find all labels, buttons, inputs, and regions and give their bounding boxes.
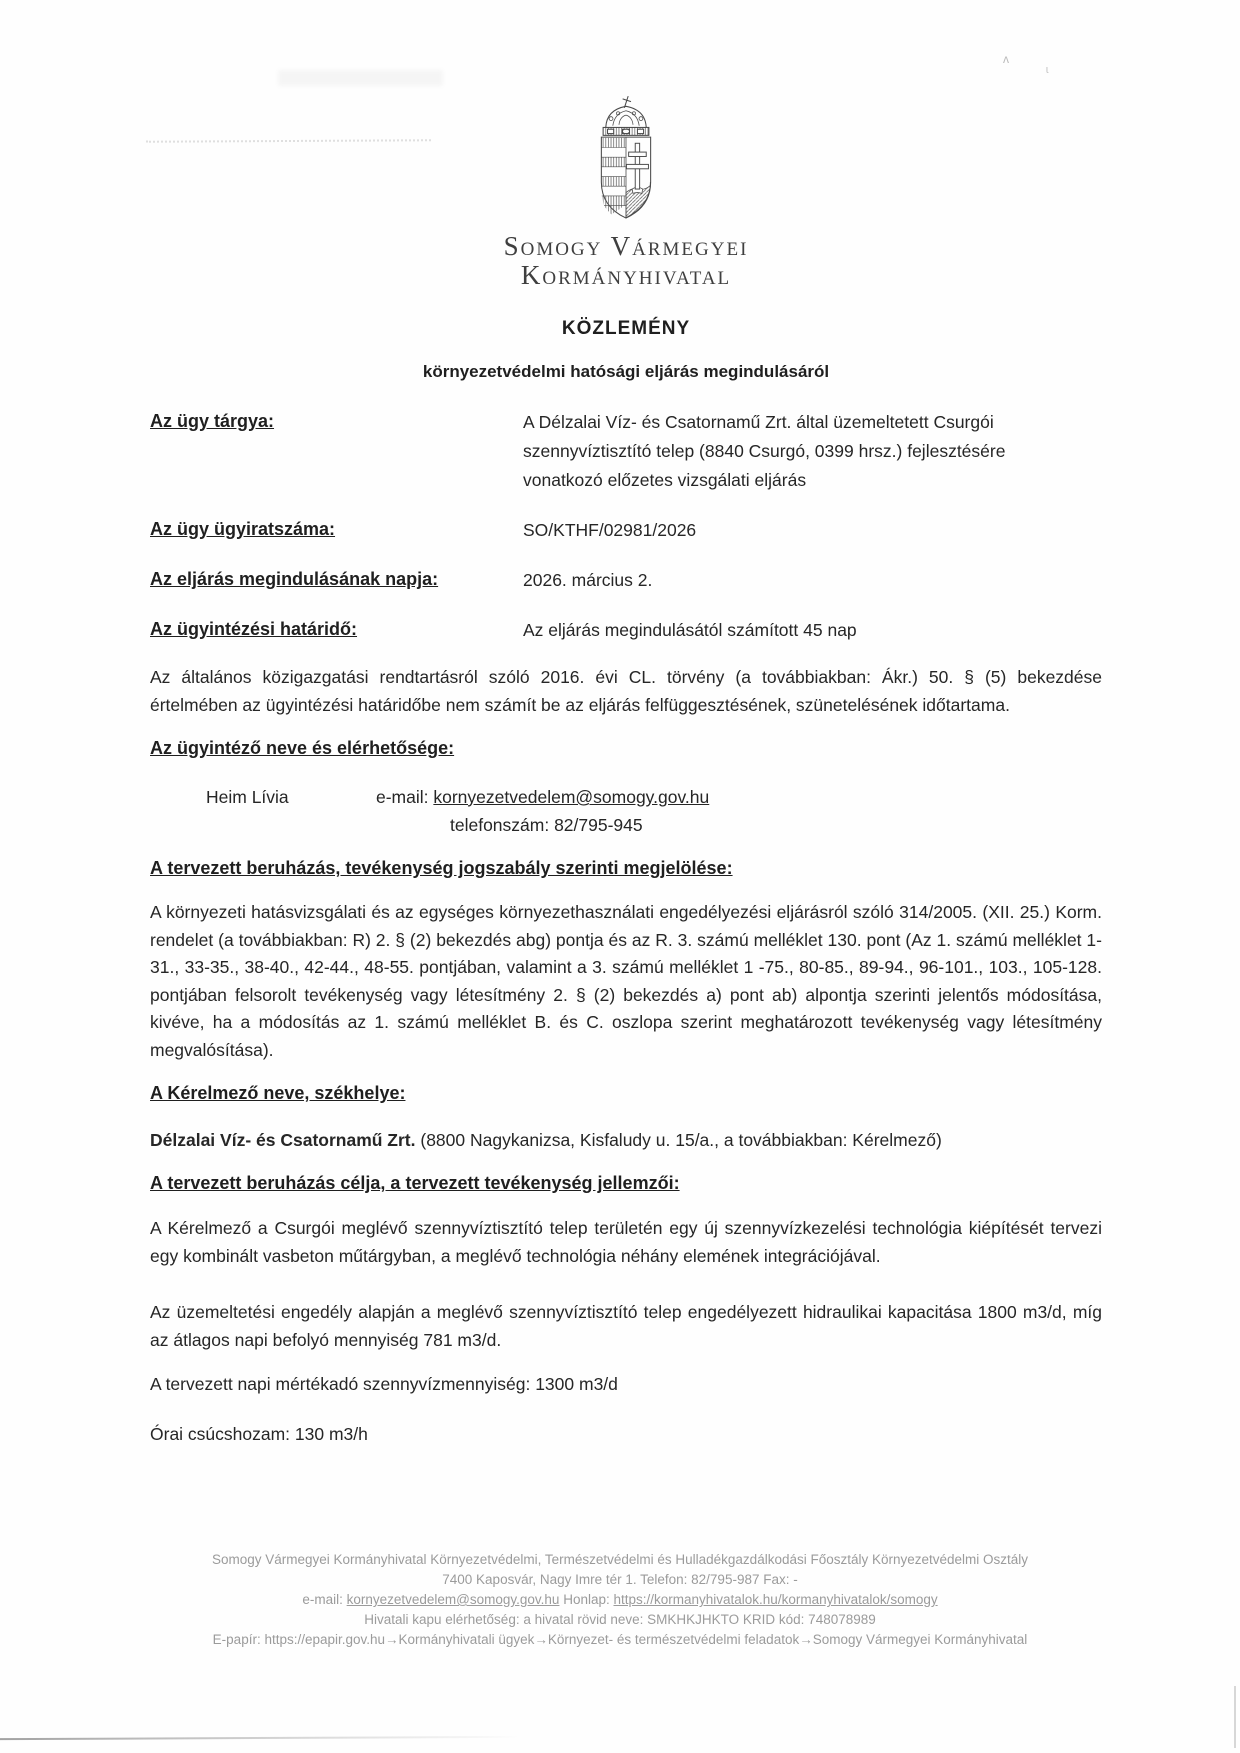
contact-email-line [376,783,709,811]
case-fields [150,408,1102,645]
org-name-line1: Somogy Vármegyei [503,231,749,261]
applicant-address: (8800 Nagykanizsa, Kisfaludy u. 15/a., a továbbiakban: Kérelmező) [415,1130,942,1150]
footer-email-label: e-mail: [302,1592,347,1607]
field-label-start-date: Az eljárás megindulásának napja: [150,569,439,589]
paragraph-purpose-1: A Kérelmező a Csurgói meglévő szennyvíztisztító telep területén egy új szennyvízkezelési technológia kiépítését tervezi egy kombinált vasbeton műtárgyban, a meglévő technológia néhány elemének integrációjával. [150,1218,1102,1266]
field-row-subject [150,408,1102,495]
footer-line-department: Somogy Vármegyei Kormányhivatal Környezetvédelmi, Természetvédelmi és Hulladékgazdálkodási Főosztály Környezetvédelmi Osztály [211,1552,1029,1567]
daily-amount-line: A tervezett napi mértékadó szennyvízmennyiség: 1300 m3/d [150,1374,618,1394]
field-row-deadline [150,616,1102,645]
hungarian-coat-of-arms-icon [585,94,667,226]
field-label-deadline: Az ügyintézési határidő: [150,619,358,639]
footer-website-link[interactable]: https://kormanyhivatalok.hu/kormanyhivatalok/somogy [613,1592,938,1607]
contact-email-label: e-mail: [376,787,434,807]
paragraph-legal: A környezeti hatásvizsgálati és az egységes környezethasználati engedélyezési eljárásról szóló 314/2005. (XII. 25.) Korm. rendelet (a továbbiakban: R) 2. § (2) bekezdés abg) pontja és az R. 3. számú melléklet 130. pont (Az 1. számú melléklet 1-31., 33-35., 38-40., 42-44., 48-55. pontjában, valamint a 3. számú melléklet 1 -75., 80-85., 89-94., 96-101., 103., 105-128. pontjában felsorolt tevékenység vagy létesítmény 2. § (2) bekezdés a) pont ab) alpontja szerinti jelentős módosítása, kivéve, ha a módosítás az 1. számú melléklet B. és C. oszlopa szerint meghatározott tevékenység vagy létesítmény megvalósítása). [150,902,1102,1060]
field-label-case-number: Az ügy ügyiratszáma: [150,519,336,539]
field-value-case-number: SO/KTHF/02981/2026 [523,520,697,540]
applicant-line [150,1126,1102,1154]
page-title: KÖZLEMÉNY [561,318,691,339]
field-value-start-date: 2026. március 2. [523,570,653,590]
field-value-subject: A Délzalai Víz- és Csatornamű Zrt. által üzemeltetett Csurgói szennyvíztisztító telep (8840 Csurgó, 0399 hrsz.) fejlesztésére vonatkozó előzetes vizsgálati eljárás [523,412,1006,490]
field-label-subject: Az ügy tárgya: [150,411,275,431]
section-heading-applicant: A Kérelmező neve, székhelye: [150,1083,406,1103]
section-heading-legal: A tervezett beruházás, tevékenység jogszabály szerinti megjelölése: [150,858,733,878]
scan-artifact-bottom-line [0,1736,520,1740]
document-footer [0,1550,1240,1650]
hourly-peak-line: Órai csúcshozam: 130 m3/h [150,1424,368,1444]
footer-website-label: Honlap: [559,1592,614,1607]
footer-line-hivatali-kapu: Hivatali kapu elérhetőség: a hivatal rövid neve: SMKHKJHKTO KRID kód: 748078989 [364,1612,876,1627]
applicant-name: Délzalai Víz- és Csatornamű Zrt. [150,1130,416,1150]
field-value-deadline: Az eljárás megindulásától számított 45 nap [523,620,857,640]
scan-artifact-mark: ɩ [1046,64,1049,76]
field-row-case-number [150,516,1102,545]
footer-line-address: 7400 Kaposvár, Nagy Imre tér 1. Telefon: 82/795-987 Fax: - [442,1572,798,1587]
footer-line-contacts [0,1590,1240,1610]
paragraph-akr: Az általános közigazgatási rendtartásról szóló 2016. évi CL. törvény (a továbbiakban: Ákr.) 50. § (5) bekezdése értelmében az ügyintézési határidőbe nem számít be az eljárás felfüggesztésének, szünetelésének időtartama. [150,667,1102,715]
paragraph-purpose-2: Az üzemeltetési engedély alapján a meglévő szennyvíztisztító telep engedélyezett hidraulikai kapacitása 1800 m3/d, míg az átlagos napi befolyó mennyiség 781 m3/d. [150,1302,1102,1350]
contact-name: Heim Lívia [206,787,289,807]
section-heading-purpose: A tervezett beruházás célja, a tervezett tevékenység jellemzői: [150,1173,680,1193]
contact-phone: telefonszám: 82/795-945 [450,815,643,835]
footer-email-link[interactable]: kornyezetvedelem@somogy.gov.hu [346,1592,560,1607]
org-name [150,232,1102,290]
scan-artifact-edge-line [1234,1686,1236,1748]
page-subtitle: környezetvédelmi hatósági eljárás megindulásáról [422,362,830,381]
section-heading-contact: Az ügyintéző neve és elérhetősége: [150,738,455,758]
field-row-start-date [150,566,1102,595]
footer-line-epapir: E-papír: https://epapir.gov.hu→Kormányhivatali ügyek→Környezet- és természetvédelmi feladatok→Somogy Vármegyei Kormányhivatal [212,1632,1028,1647]
scan-artifact-mark: ʌ [1003,52,1009,66]
contact-detail [376,783,709,839]
contact-email-link[interactable]: kornyezetvedelem@somogy.gov.hu [433,787,710,807]
contact-block [150,783,1102,839]
org-name-line2: Kormányhivatal [520,260,732,290]
